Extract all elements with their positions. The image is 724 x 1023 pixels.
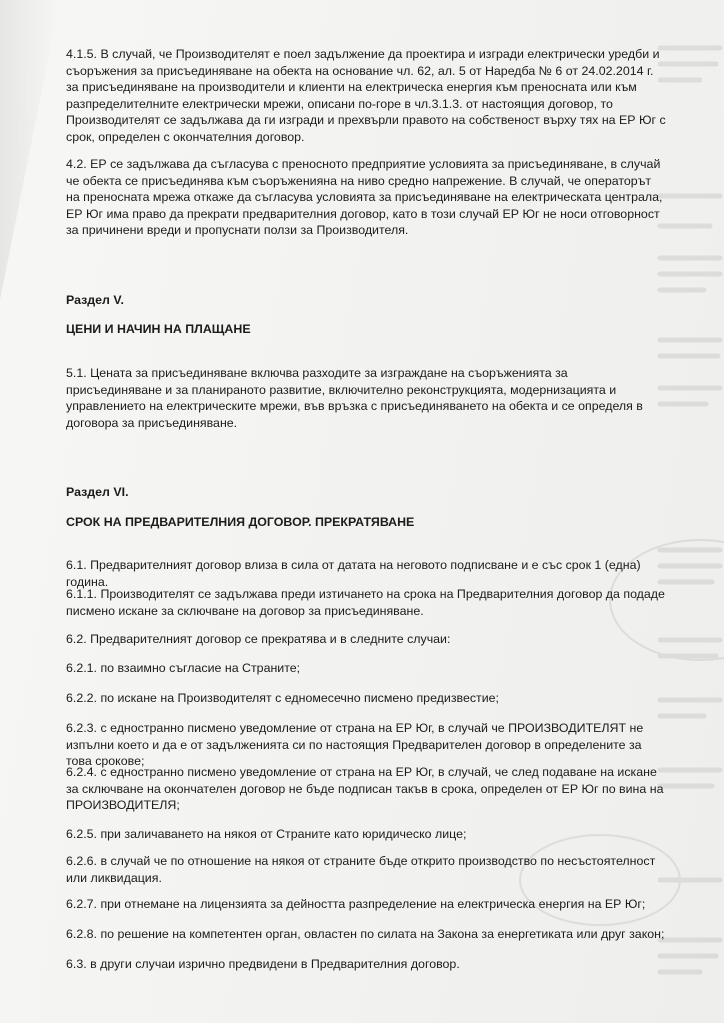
section-6-label: Раздел VI. — [66, 485, 129, 499]
paragraph-6-2: 6.2. Предварителният договор се прекратява и в следните случаи: — [66, 632, 451, 646]
paragraph-6-2-5: 6.2.5. при заличаването на някоя от Страните като юридическо лице; — [66, 827, 467, 841]
section-5-title: ЦЕНИ И НАЧИН НА ПЛАЩАНЕ — [66, 322, 251, 336]
paragraph-5-1: 5.1. Цената за присъединяване включва разходите за изграждане на съоръженията за присъединяване и за планираното развитие, включително реконструкцията, модернизацията и управлението на електрическите мрежи, във връзка с присъединяването на обекта и се определя в договора за присъединяване. — [66, 366, 643, 430]
paragraph-6-2-3: 6.2.3. с едностранно писмено уведомление от страна на ЕР Юг, в случай че ПРОИЗВОДИТЕЛЯТ не изпълни което и да е от задълженията си по настоящия Предварителен договор в определените за това срокове; — [66, 721, 644, 769]
paragraph-6-2-8: 6.2.8. по решение на компетентен орган, овластен по силата на Закона за енергетиката или друг закон; — [66, 927, 665, 941]
section-6-title: СРОК НА ПРЕДВАРИТЕЛНИЯ ДОГОВОР. ПРЕКРАТЯВАНЕ — [66, 515, 415, 529]
paragraph-4-2: 4.2. ЕР се задължава да съгласува с преносното предприятие условията за присъединяване, в случай че обекта се присъединява към съоръжениянa на ниво средно напрежение. В случай, че операторът на преносната мрежа откаже да съгласува условията за присъединяване на електрическата централа, ЕР Юг има право да прекрати предварителния договор, като в този случай ЕР Юг не носи отговорност за причинени вреди и пропуснати ползи за Производителя. — [66, 157, 663, 238]
paragraph-4-1-5: 4.1.5. В случай, че Производителят е поел задължение да проектира и изгради електрически уредби и съоръжения за присъединяване на обекта на основание чл. 62, ал. 5 от Наредба № 6 от 24.02.2014 г. за присъединяване на производители и клиенти на електрическа енергия към преносната или към разпределителните електрически мрежи, описани по-горе в чл.3.1.3. от настоящия договор, то Производителят се задължава да ги изгради и прехвърли правото на собственост върху тях на ЕР Юг с срок, определен с окончателния договор. — [66, 47, 666, 144]
paragraph-6-2-7: 6.2.7. при отнемане на лицензията за дейността разпределение на електрическа енергия на ЕР Юг; — [66, 897, 646, 911]
paragraph-6-2-6: 6.2.6. в случай че по отношение на някоя от страните бъде открито производство по несъстоятелност или ликвидация. — [66, 854, 656, 885]
paragraph-6-1: 6.1. Предварителният договор влиза в сила от датата на неговото подписване и е със срок 1 (една) година. — [66, 558, 641, 589]
paragraph-6-3: 6.3. в други случаи изрично предвидени в Предварителния договор. — [66, 957, 460, 971]
paragraph-6-2-4: 6.2.4. с едностранно писмено уведомление от страна на ЕР Юг, в случай, че след подаване на искане за сключване на окончателен договор не бъде подписан такъв в срока, определен от ЕР Юг по вина на ПРОИЗВОДИТЕЛЯ; — [66, 765, 664, 813]
paragraph-6-2-2: 6.2.2. по искане на Производителят с едномесечно писмено предизвестие; — [66, 691, 499, 705]
section-5-label: Раздел V. — [66, 293, 124, 307]
paragraph-6-1-1: 6.1.1. Производителят се задължава преди изтичането на срока на Предварителния договор да подаде писмено искане за сключване на договор за присъединяване. — [66, 587, 665, 618]
paragraph-6-2-1: 6.2.1. по взаимно съгласие на Страните; — [66, 661, 301, 675]
